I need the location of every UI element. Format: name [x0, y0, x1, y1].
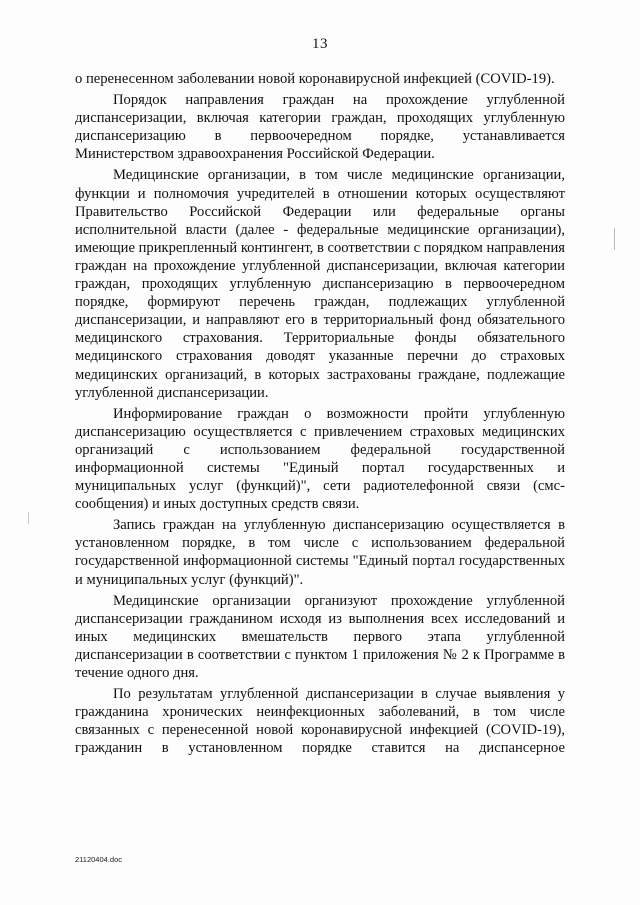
paragraph: о перенесенном заболевании новой коронавирусной инфекцией (COVID-19). — [75, 71, 555, 87]
page-number: 13 — [312, 36, 328, 52]
paragraph: Информирование граждан о возможности пройти углубленную диспансеризацию осуществляется с привлечением страховых медицинских организаций с использованием федеральной государственной информационной системы "Единый портал государственных и муниципальных услуг (функций)", сети радиотелефонной связи (смс-сообщения) и иных доступных средств связи. — [75, 405, 565, 513]
paragraph: Медицинские организации организуют прохождение углубленной диспансеризации гражданином исходя из выполнения всех исследований и иных медицинских вмешательств первого этапа углубленной диспансеризации в соответствии с пунктом 1 приложения № 2 к Программе в течение одного дня. — [75, 592, 565, 681]
margin-mark — [28, 512, 29, 524]
file-name-footer: 21120404.doc — [75, 855, 122, 864]
margin-mark — [614, 228, 615, 250]
paragraph: Запись граждан на углубленную диспансеризацию осуществляется в установленном порядке, в том числе с использованием федеральной государственной информационной системы "Единый портал государственных и муниципальных услуг (функций)". — [75, 517, 565, 588]
paragraph: Порядок направления граждан на прохождение углубленной диспансеризации, включая категории граждан, проходящих углубленную диспансеризацию в первоочередном порядке, устанавливается Министерством здравоохранения Российской Федерации. — [75, 92, 565, 163]
paragraph: Медицинские организации, в том числе медицинские организации, функции и полномочия учредителей в отношении которых осуществляют Правительство Российской Федерации или федеральные органы исполнительной власти (далее - федеральные медицинские организации), имеющие прикрепленный контингент, в соответствии с порядком направления граждан на прохождение углубленной диспансеризации, включая категории граждан, проходящих углубленную диспансеризацию в первоочередном порядке, формируют перечень граждан, подлежащих углубленной диспансеризации, и направляют его в территориальный фонд обязательного медицинского страхования. Территориальные фонды обязательного медицинского страхования доводят указанные перечни до страховых медицинских организаций, в которых застрахованы граждане, подлежащие углубленной диспансеризации. — [75, 167, 565, 401]
paragraph: По результатам углубленной диспансеризации в случае выявления у гражданина хронических неинфекционных заболеваний, в том числе связанных с перенесенной новой коронавирусной инфекцией (COVID-19), гражданин в установленном порядке ставится на диспансерное — [75, 686, 565, 757]
document-body — [75, 70, 565, 760]
